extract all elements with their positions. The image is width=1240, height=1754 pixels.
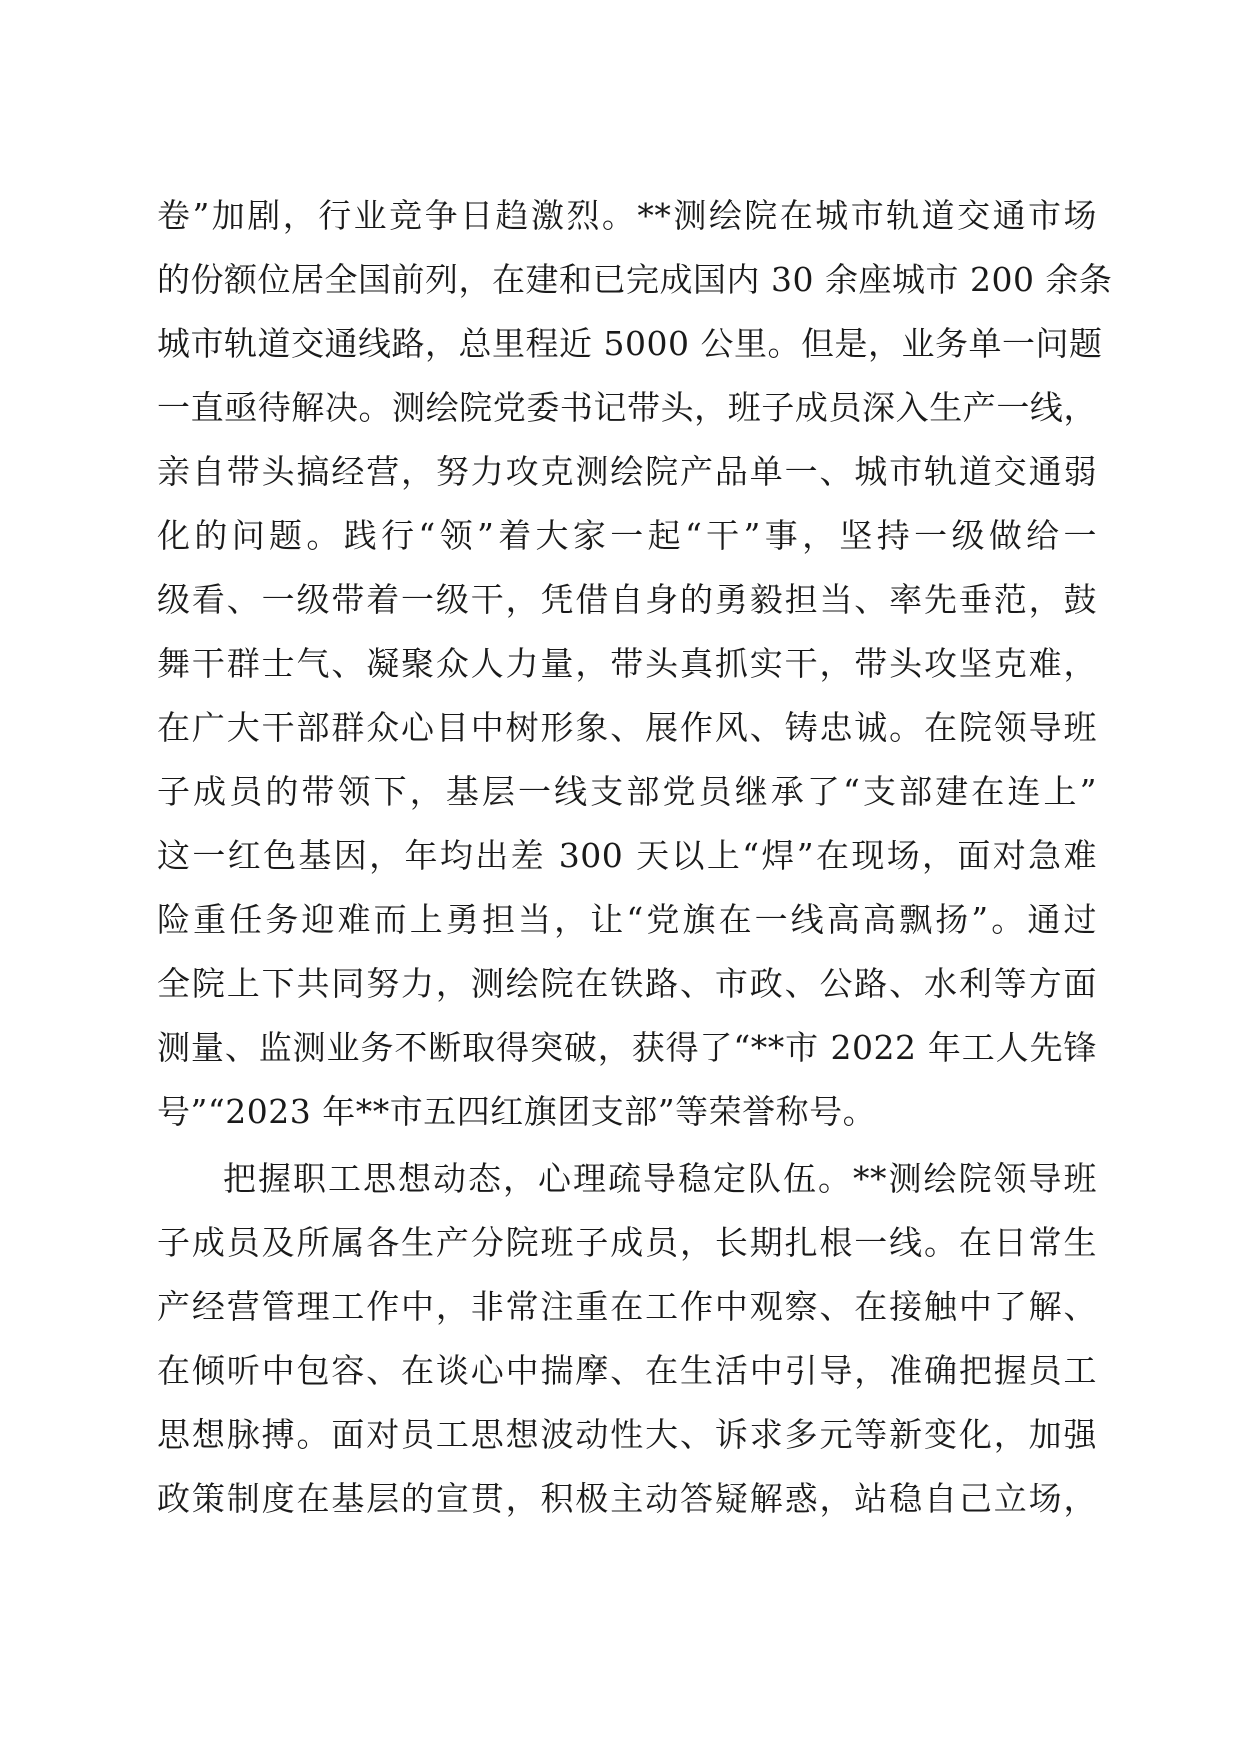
paragraph-line: 子成员及所属各生产分院班子成员，长期扎根一线。在日常生 [157, 1223, 1097, 1262]
paragraph-line: 级看、一级带着一级干，凭借自身的勇毅担当、率先垂范，鼓 [157, 580, 1097, 619]
paragraph-line: 化的问题。践行“领”着大家一起“干”事，坚持一级做给一 [157, 516, 1097, 555]
paragraph-line: 政策制度在基层的宣贯，积极主动答疑解惑，站稳自己立场， [157, 1479, 1097, 1518]
paragraph-line: 把握职工思想动态，心理疏导稳定队伍。**测绘院领导班 [223, 1159, 1097, 1198]
paragraph-line: 的份额位居全国前列，在建和已完成国内 30 余座城市 200 余条 [157, 260, 1113, 299]
paragraph-line: 产经营管理工作中，非常注重在工作中观察、在接触中了解、 [157, 1287, 1097, 1326]
paragraph-line: 号”“2023 年**市五四红旗团支部”等荣誉称号。 [157, 1092, 877, 1131]
paragraph-line: 险重任务迎难而上勇担当，让“党旗在一线高高飘扬”。通过 [157, 900, 1097, 939]
paragraph-1 [157, 184, 1113, 1144]
paragraph-2 [157, 1147, 1097, 1531]
paragraph-line: 城市轨道交通线路，总里程近 5000 公里。但是，业务单一问题 [157, 324, 1103, 363]
paragraph-line: 卷”加剧，行业竞争日趋激烈。**测绘院在城市轨道交通市场 [157, 196, 1097, 235]
paragraph-line: 测量、监测业务不断取得突破，获得了“**市 2022 年工人先锋 [157, 1028, 1097, 1067]
paragraph-line: 在广大干部群众心目中树形象、展作风、铸忠诚。在院领导班 [157, 708, 1097, 747]
paragraph-line: 子成员的带领下，基层一线支部党员继承了“支部建在连上” [157, 772, 1097, 811]
paragraph-line: 亲自带头搞经营，努力攻克测绘院产品单一、城市轨道交通弱 [157, 452, 1097, 491]
paragraph-line: 一直亟待解决。测绘院党委书记带头，班子成员深入生产一线， [157, 388, 1097, 427]
paragraph-line: 全院上下共同努力，测绘院在铁路、市政、公路、水利等方面 [157, 964, 1097, 1003]
paragraph-line: 思想脉搏。面对员工思想波动性大、诉求多元等新变化，加强 [157, 1415, 1097, 1454]
paragraph-line: 在倾听中包容、在谈心中揣摩、在生活中引导，准确把握员工 [157, 1351, 1097, 1390]
paragraph-line: 这一红色基因，年均出差 300 天以上“焊”在现场，面对急难 [157, 836, 1097, 875]
paragraph-line: 舞干群士气、凝聚众人力量，带头真抓实干，带头攻坚克难， [157, 644, 1097, 683]
